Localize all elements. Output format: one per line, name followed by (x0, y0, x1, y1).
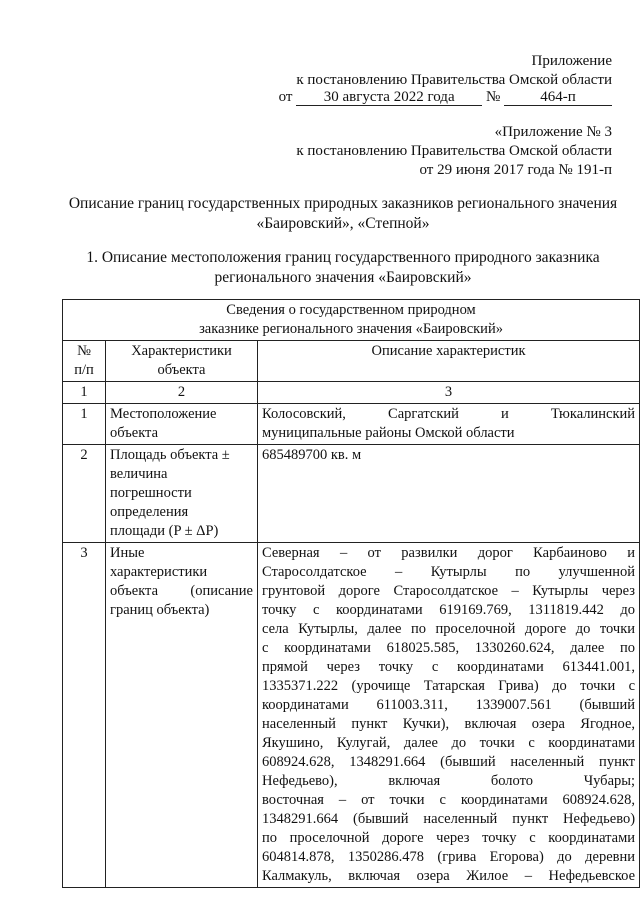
table-row (63, 445, 640, 543)
row-description: 685489700 кв. м (258, 445, 640, 543)
row-characteristic: Площадь объекта ± величина погрешности определения площади (P ± ΔP) (106, 445, 258, 543)
description-line: населенный пункт Кучки), включая озера Ягодное, (262, 716, 636, 732)
description-line: 604814.878, 1350286.478 (грива Егорова) до деревни (262, 849, 636, 865)
section-title-line1: 1. Описание местоположения границ государственного природного заказника (86, 249, 600, 266)
document-title (60, 194, 626, 234)
row-characteristic: Иные характеристики объекта (описание границ объекта) (106, 543, 258, 888)
number-field: 464-п (504, 89, 612, 106)
from-label: от (278, 89, 293, 105)
reserve-info-table (62, 299, 640, 888)
prev-appendix-line3: от 29 июня 2017 года № 191-п (419, 162, 612, 178)
row-number: 1 (63, 404, 106, 445)
date-number-line (279, 88, 612, 107)
section-title-line2: регионального значения «Баировский» (214, 269, 472, 286)
table-row (63, 543, 640, 888)
description-line: 608924.628, 1348291.664 (бывший населенный пункт (262, 754, 636, 770)
row-description: Колосовский, Саргатский и Тюкалинский муниципальные районы Омской области (258, 404, 640, 445)
header-description: Описание характеристик (258, 341, 640, 382)
row-characteristic: Местоположение объекта (106, 404, 258, 445)
date-field: 30 августа 2022 года (296, 89, 482, 106)
description-line: с координатами 618025.585, 1330260.624, далее по (262, 640, 636, 656)
row-number: 2 (63, 445, 106, 543)
description-line: Северная – от развилки дорог Карбаиново и (262, 545, 636, 561)
table-caption: Сведения о государственном природном заказнике регионального значения «Баировский» (63, 300, 640, 341)
header-characteristics: Характеристики объекта (106, 341, 258, 382)
appendix-label: Приложение (531, 53, 612, 69)
description-line: 1348291.664 (бывший населенный пункт Нефедьево) (262, 811, 636, 827)
description-line: 1335371.222 (урочище Татарская Грива) до точки с (262, 678, 636, 694)
table-row (63, 404, 640, 445)
table-header-row (63, 341, 640, 382)
row-description (258, 543, 640, 888)
description-line: Нефедьево), включая болото Чубары; (262, 773, 636, 789)
description-line: восточная – от точки с координатами 608924.628, (262, 792, 636, 808)
description-line: по проселочной дороге через точку с координатами (262, 830, 636, 846)
number-label: № (485, 89, 501, 105)
description-line: прямой через точку с координатами 613441.001, (262, 659, 636, 675)
column-index: 1 (63, 382, 106, 404)
document-title-line1: Описание границ государственных природных заказников регионального значения (68, 195, 618, 212)
description-line: координатами 611003.311, 1339007.561 (бывший (262, 697, 636, 713)
row-number: 3 (63, 543, 106, 888)
description-line: Якушино, Кулугай, далее до точки с координатами (262, 735, 636, 751)
description-line: Калмакуль, включая озера Жилое – Нефедьевское (262, 868, 636, 884)
column-index: 3 (258, 382, 640, 404)
column-index: 2 (106, 382, 258, 404)
description-line: Старосолдатское – Кутырлы по улучшенной (262, 564, 636, 580)
prev-appendix-line2: к постановлению Правительства Омской области (296, 143, 612, 159)
resolution-line: к постановлению Правительства Омской области (296, 72, 612, 88)
document-title-line2: «Баировский», «Степной» (256, 215, 430, 232)
description-line: села Кутырлы, далее по проселочной дороге до точки (262, 621, 636, 637)
section-title (60, 248, 626, 288)
description-line: грунтовой дороге Старосолдатское – Кутырлы через (262, 583, 636, 599)
description-line: точку с координатами 619169.769, 1311819.442 до (262, 602, 636, 618)
column-index-row (63, 382, 640, 404)
prev-appendix-line1: «Приложение № 3 (494, 124, 612, 140)
table-caption-row (63, 300, 640, 341)
header-number: № п/п (63, 341, 106, 382)
